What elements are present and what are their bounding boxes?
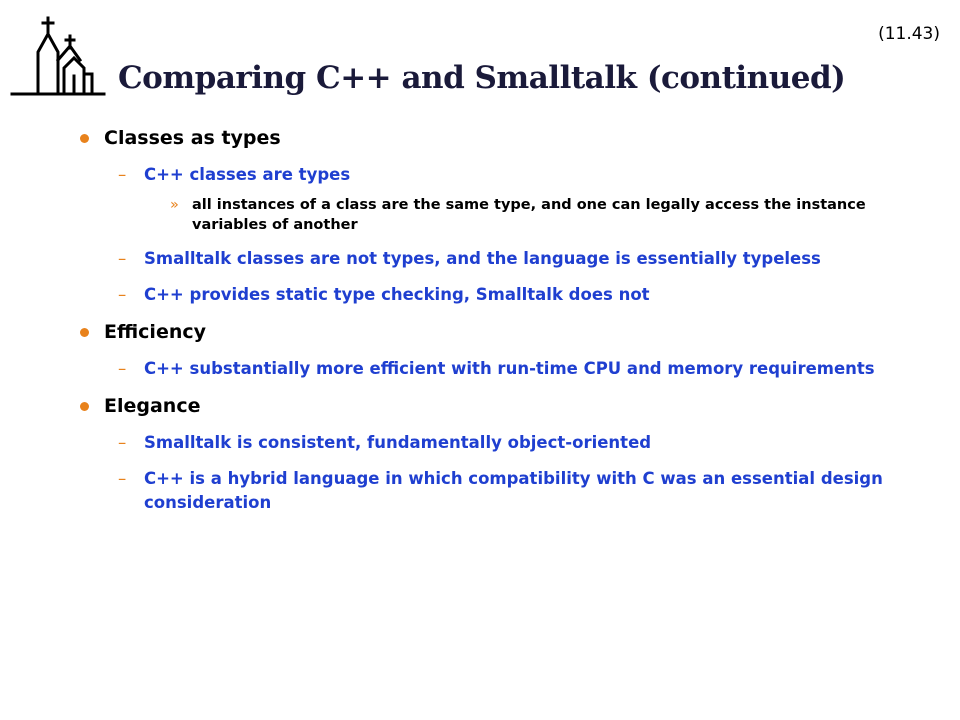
slide-content xyxy=(78,125,938,515)
list-item xyxy=(78,357,938,381)
bullet-icon xyxy=(80,402,89,411)
church-building-logo-icon xyxy=(8,12,108,102)
dash-icon: – xyxy=(118,433,127,452)
sub-list-item xyxy=(78,195,938,235)
section-heading-elegance xyxy=(78,393,938,419)
list-item-text: Smalltalk classes are not types, and the language is essentially typeless xyxy=(144,249,821,268)
bullet-icon xyxy=(80,328,89,337)
dash-icon: – xyxy=(118,359,127,378)
section-heading-classes-as-types xyxy=(78,125,938,151)
list-item xyxy=(78,163,938,187)
list-item xyxy=(78,247,938,271)
bullet-icon xyxy=(80,134,89,143)
list-item xyxy=(78,283,938,307)
chevron-right-icon: » xyxy=(170,197,179,213)
section-heading-text: Elegance xyxy=(104,395,201,417)
list-item-text: C++ provides static type checking, Smalltalk does not xyxy=(144,285,650,304)
list-item-text: C++ classes are types xyxy=(144,165,351,184)
dash-icon: – xyxy=(118,165,127,184)
slide-title: Comparing C++ and Smalltalk (continued) xyxy=(118,60,846,96)
list-item xyxy=(78,431,938,455)
section-heading-efficiency xyxy=(78,319,938,345)
section-heading-text: Classes as types xyxy=(104,127,281,149)
sub-list-item-text: all instances of a class are the same type, and one can legally access the instance variables of another xyxy=(192,197,866,233)
list-item xyxy=(78,467,938,515)
list-item-text: C++ is a hybrid language in which compatibility with C was an essential design consideration xyxy=(144,469,883,512)
section-heading-text: Efficiency xyxy=(104,321,207,343)
page-number: (11.43) xyxy=(878,24,940,44)
list-item-text: Smalltalk is consistent, fundamentally object-oriented xyxy=(144,433,652,452)
dash-icon: – xyxy=(118,249,127,268)
dash-icon: – xyxy=(118,285,127,304)
dash-icon: – xyxy=(118,469,127,488)
list-item-text: C++ substantially more efficient with run-time CPU and memory requirements xyxy=(144,359,875,378)
